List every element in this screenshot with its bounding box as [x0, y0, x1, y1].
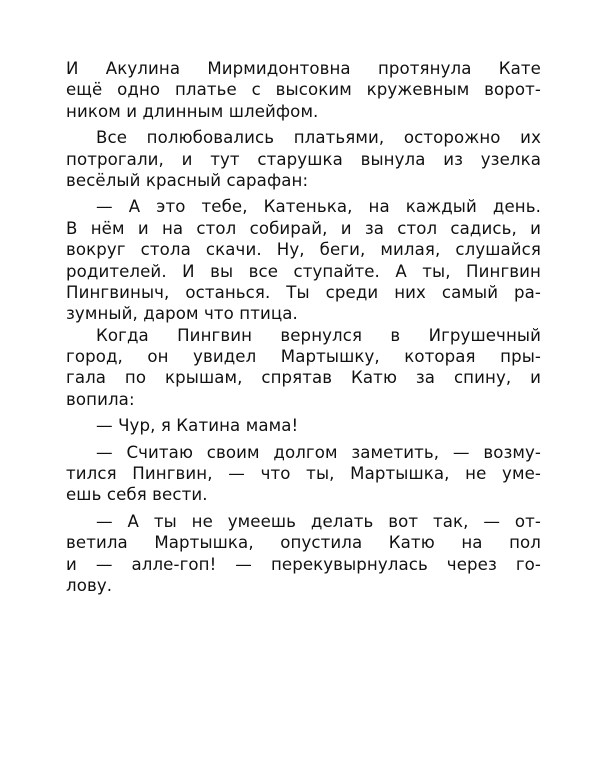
text-line: Пингвиныч, останься. Ты среди них самый ра-: [66, 282, 541, 302]
text-line: потрогали, и тут старушка вынула из узелка: [66, 149, 541, 169]
text-line: В нём и на стол собирай, и за стол садись, и: [66, 218, 541, 238]
text-line: тился Пингвин, — что ты, Мартышка, не уме-: [66, 464, 541, 484]
text-line: ником и длинным шлейфом.: [66, 101, 319, 121]
text-line: гала по крышам, спрятав Катю за спину, и: [66, 368, 541, 388]
text-line: и — алле-гоп! — перекувырнулась через го-: [66, 554, 541, 574]
text-line: ешь себя вести.: [66, 485, 208, 505]
text-line: Когда Пингвин вернулся в Игрушечный: [96, 325, 541, 345]
text-line: вокруг стола скачи. Ну, беги, милая, слушайся: [66, 240, 541, 260]
text-line: Все полюбовались платьями, осторожно их: [96, 128, 541, 148]
text-line: зумный, даром что птица.: [66, 304, 298, 324]
text-line: лову.: [66, 575, 113, 595]
text-line: — Считаю своим долгом заметить, — возму-: [96, 442, 541, 462]
text-line: — А ты не умеешь делать вот так, — от-: [96, 511, 541, 531]
text-line: город, он увидел Мартышку, которая пры-: [66, 347, 541, 367]
text-line: ещё одно платье с высоким кружевным ворот-: [66, 80, 541, 100]
text-line: И Акулина Мирмидонтовна протянула Кате: [66, 59, 541, 78]
text-line: ветила Мартышка, опустила Катю на пол: [66, 533, 541, 553]
text-line: — Чур, я Катина мама!: [96, 416, 299, 436]
text-line: весёлый красный сарафан:: [66, 170, 309, 190]
text-line: вопила:: [66, 389, 135, 409]
text-line: родителей. И вы все ступайте. А ты, Пингвин: [66, 261, 541, 281]
text-line: — А это тебе, Катенька, на каждый день.: [96, 197, 541, 217]
story-text: [66, 58, 541, 596]
